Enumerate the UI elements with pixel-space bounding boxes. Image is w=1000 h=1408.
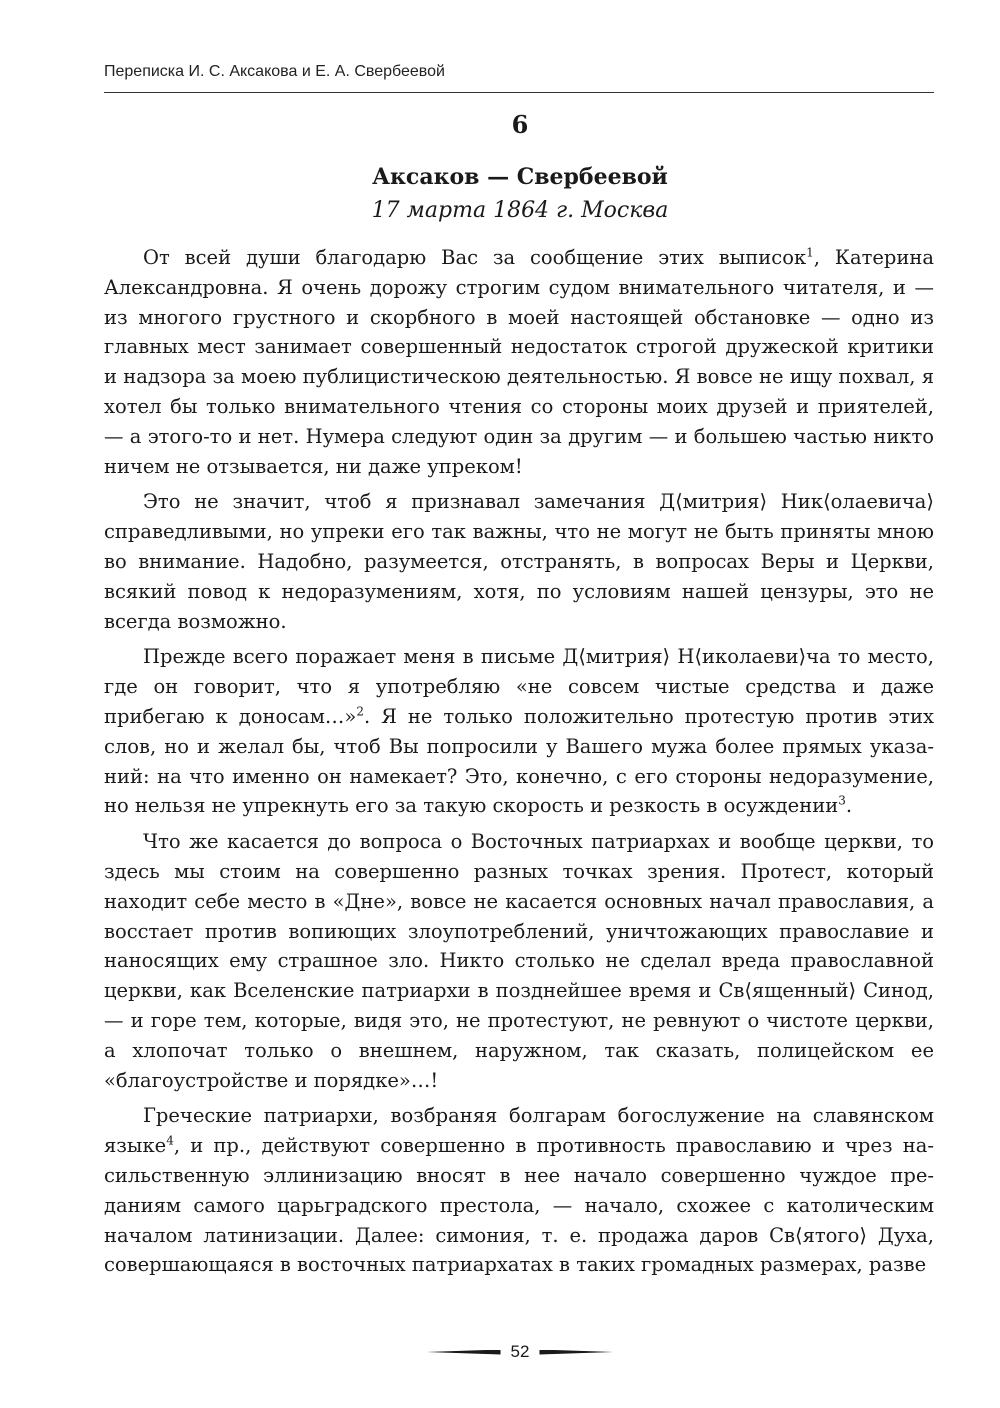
paragraph-text: . Я не только положительно протестую против этих слов, но и желал бы, чтоб Вы попросили у Вашего мужа более прямых указаний: на что именно он намекает? Это, конечно, с его стороны недоразумение, но нельзя не упрекнуть его за такую скорость и резкость в осуждении	[104, 704, 934, 818]
footnote-ref-2[interactable]: 2	[356, 704, 364, 719]
page-number-footer	[0, 1340, 1000, 1364]
letter-body	[104, 243, 934, 1286]
paragraph-5	[104, 1101, 934, 1280]
folio-ornament-right	[539, 1350, 613, 1355]
page-number: 52	[510, 1342, 530, 1361]
paragraph-text: Прежде всего поражает меня в письме Д⟨митрия⟩ Н⟨иколаеви⟩ча то место, где он говорит, что я употребляю «не совсем чистые средства и даже прибегаю к доносам…»	[104, 645, 934, 728]
paragraph-2	[104, 487, 934, 636]
header-rule	[104, 92, 934, 93]
footnote-ref-4[interactable]: 4	[166, 1133, 174, 1148]
paragraph-text: , Катерина Александровна. Я очень дорожу строгим судом внимательного читателя, и — из многого грустного и скорбного в моей настоящей обстановке — одно из главных мест занимает совершенный недостаток строгой дружеской критики и надзора за моею публицистическою деятельностью. Я вовсе не ищу похвал, я хотел бы только внимательного чтения со стороны моих друзей и приятелей, — а этого-то и нет. Нумера следуют один за другим — и большею частью никто ничем не отзывается, ни даже упреком!	[104, 246, 935, 478]
paragraph-text: , и пр., действуют совершенно в противность православию и чрез насильственную эллинизацию вносят в нее начало совершенно чуждое преданиям самого царьградского престола, — начало, схожее с католическим началом латинизации. Далее: симония, т. е. продажа даров Св⟨ятого⟩ Духа, совершающаяся в восточных патриархатах в таких громадных размерах, разве	[104, 1134, 934, 1277]
letter-title: Аксаков — Свербеевой	[372, 164, 668, 190]
paragraph-1	[104, 243, 934, 481]
paragraph-text: Это не значит, чтоб я признавал замечания Д⟨митрия⟩ Ник⟨олаевича⟩ справедливыми, но упреки его так важны, что не могут не быть приняты мною во внимание. Надобно, разумеется, отстранять, в вопросах Веры и Церкви, всякий повод к недоразумениям, хотя, по условиям нашей цензуры, это не всегда возможно.	[104, 490, 934, 633]
paragraph-3	[104, 642, 934, 821]
paragraph-text: .	[845, 794, 853, 818]
letter-date: 17 марта 1864 г. Москва	[371, 198, 669, 223]
running-head: Переписка И. С. Аксакова и Е. А. Свербеевой	[104, 63, 445, 80]
letter-number: 6	[511, 110, 529, 139]
footnote-ref-1[interactable]: 1	[806, 245, 814, 260]
paragraph-text: Что же касается до вопроса о Восточных патриархах и вообще церкви, то здесь мы стоим на совершенно разных точках зрения. Протест, который находит себе место в «Дне», вовсе не касается основных начал православия, а восстает против вопиющих злоупотреблений, уничтожающих православие и наносящих ему страшное зло. Никто столько не сделал вреда православной церкви, как Вселенские патриархи в позднейшее время и Св⟨ященный⟩ Синод, — и горе тем, которые, видя это, не протестуют, не ревнуют о чистоте церкви, а хлопочат только о внешнем, наружном, так сказать, полицейском ее «благоустройстве и порядке»…!	[104, 830, 934, 1092]
folio-ornament-left	[427, 1350, 501, 1355]
footnote-ref-3[interactable]: 3	[838, 793, 846, 808]
paragraph-text: Греческие патриархи, возбраняя болгарам богослужение на славянском языке	[104, 1104, 934, 1158]
paragraph-4	[104, 827, 934, 1095]
paragraph-text: От всей души благодарю Вас за сообщение этих выписок	[143, 246, 807, 269]
